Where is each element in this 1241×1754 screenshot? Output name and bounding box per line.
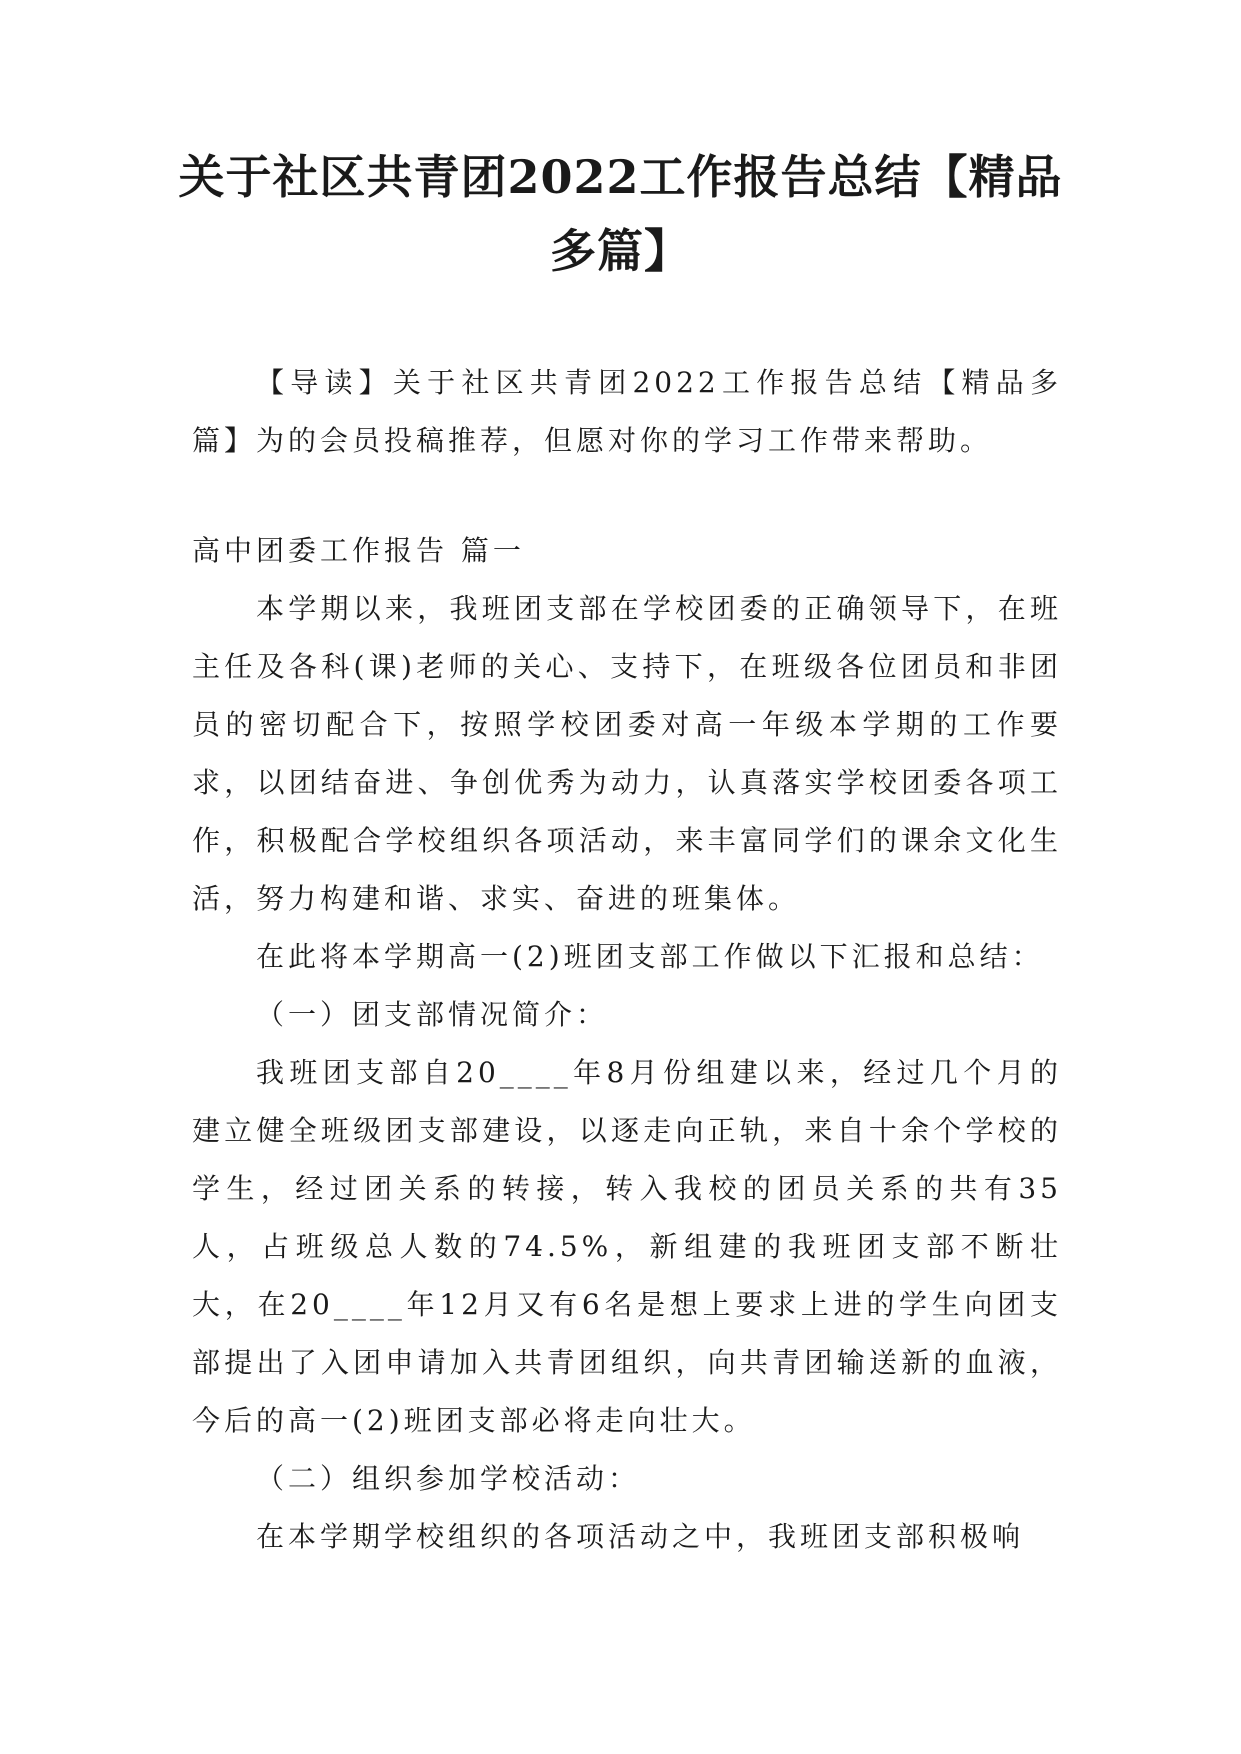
body-paragraph: 在本学期学校组织的各项活动之中，我班团支部积极响 (256, 1520, 1025, 1553)
section-heading: 高中团委工作报告 篇一 (192, 534, 525, 567)
title-line-1: 关于社区共青团2022工作报告总结【精品 (178, 150, 1063, 204)
body-paragraph: 在此将本学期高一(2)班团支部工作做以下汇报和总结： (256, 940, 1044, 973)
body-paragraph: 本学期以来，我班团支部在学校团委的正确领导下，在班主任及各科(课)老师的关心、支持下，在班级各位团员和非团员的密切配合下，按照学校团委对高一年级本学期的工作要求，以团结奋进、争创优秀为动力，认真落实学校团委各项工作，积极配合学校组织各项活动，来丰富同学们的课余文化生活，努力构建和谐、求实、奋进的班集体。 (192, 592, 1062, 915)
subsection-heading: （一）团支部情况简介： (256, 998, 609, 1031)
document-body (192, 354, 1062, 1566)
title-line-2: 多篇】 (550, 224, 691, 278)
document-title (150, 140, 1091, 288)
subsection-heading: （二）组织参加学校活动： (256, 1462, 641, 1495)
body-paragraph: 我班团支部自20____年8月份组建以来，经过几个月的建立健全班级团支部建设，以逐走向正轨，来自十余个学校的学生，经过团关系的转接，转入我校的团员关系的共有35人，占班级总人数的74.5%，新组建的我班团支部不断壮大，在20____年12月又有6名是想上要求上进的学生向团支部提出了入团申请加入共青团组织，向共青团输送新的血液，今后的高一(2)班团支部必将走向壮大。 (192, 1056, 1062, 1437)
intro-paragraph: 【导读】关于社区共青团2022工作报告总结【精品多篇】为的会员投稿推荐，但愿对你的学习工作带来帮助。 (192, 366, 1062, 457)
